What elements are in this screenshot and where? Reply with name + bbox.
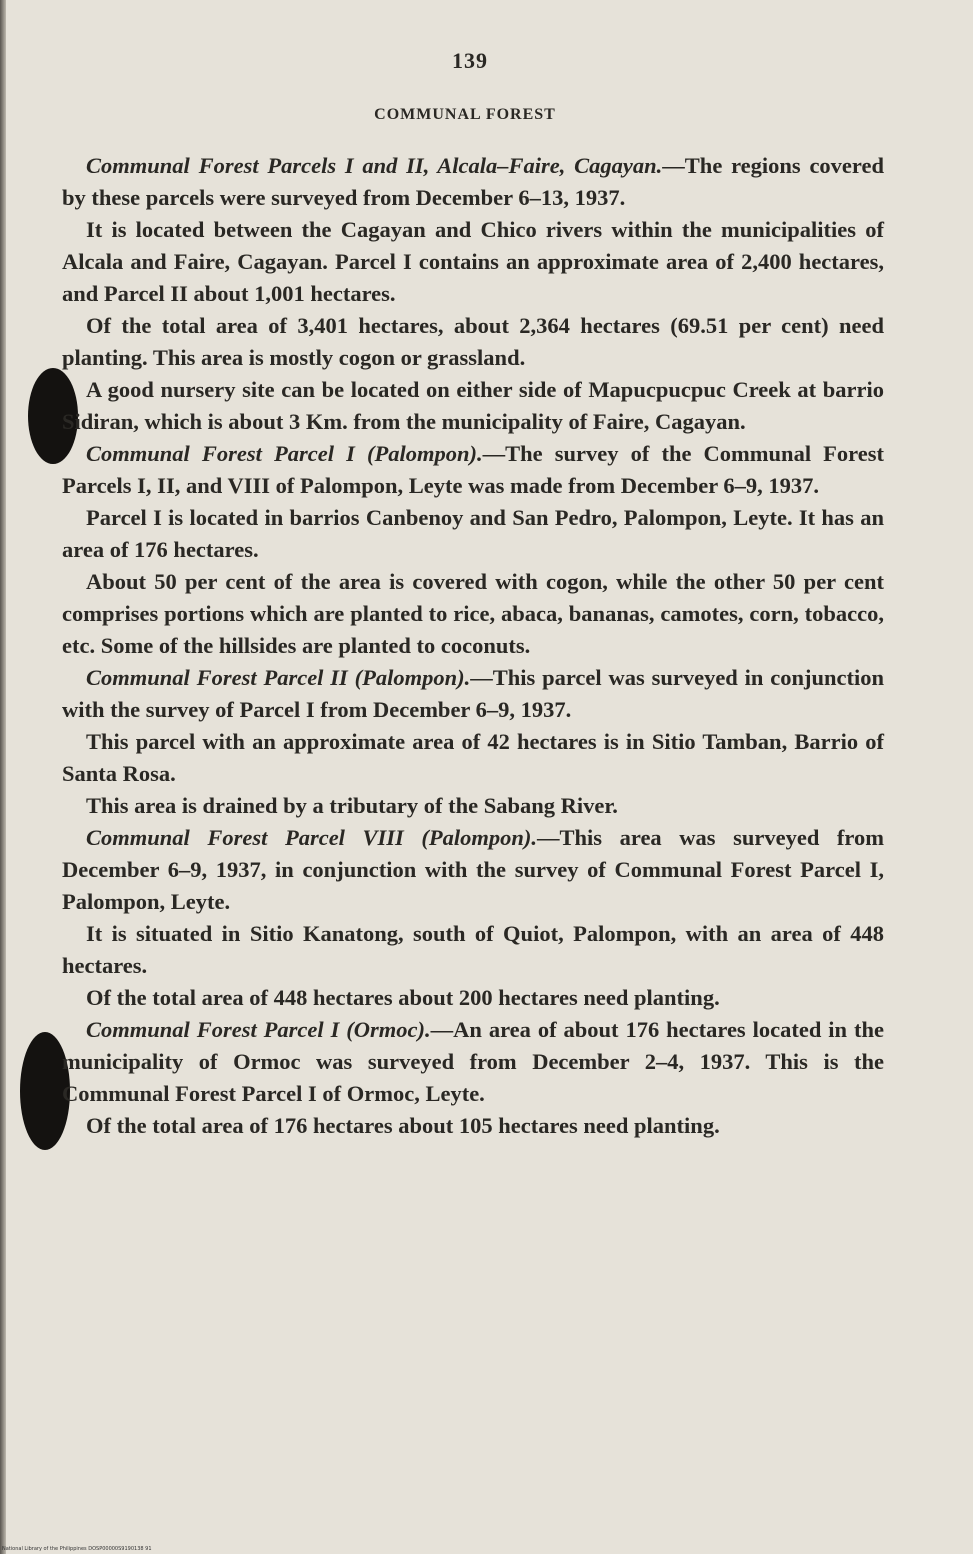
page-number: 139 — [452, 48, 488, 73]
paragraph — [62, 502, 884, 566]
paragraph-text: —The survey of the Communal Forest Parcels I, II, and VIII of Palompon, Leyte was made from December 6–9, 1937. — [62, 441, 884, 498]
paragraph-heading: Communal Forest Parcel VIII (Palompon). — [86, 825, 537, 850]
paragraph — [62, 726, 884, 790]
paragraph-text: It is located between the Cagayan and Chico rivers within the municipalities of Alcala and Faire, Cagayan. Parcel I contains an approximate area of 2,400 hectares, and Parcel II about 1,001 hectares. — [62, 217, 884, 306]
paragraph-text: This parcel with an approximate area of 42 hectares is in Sitio Tamban, Barrio of Santa Rosa. — [62, 729, 884, 786]
paragraph — [62, 566, 884, 662]
paragraph-heading: Communal Forest Parcel I (Ormoc). — [86, 1017, 431, 1042]
paragraph — [62, 822, 884, 918]
paragraph-text: —This area was surveyed from December 6–9, 1937, in conjunction with the survey of Communal Forest Parcel I, Palompon, Leyte. — [62, 825, 884, 914]
paragraph-text: —An area of about 176 hectares located in the municipality of Ormoc was surveyed from December 2–4, 1937. This is the Communal Forest Parcel I of Ormoc, Leyte. — [62, 1017, 884, 1106]
paragraph-text: A good nursery site can be located on either side of Mapucpucpuc Creek at barrio Sidiran, which is about 3 Km. from the municipality of Faire, Cagayan. — [62, 377, 884, 434]
paragraph — [62, 374, 884, 438]
paragraph-text: Of the total area of 3,401 hectares, about 2,364 hectares (69.51 per cent) need planting. This area is mostly cogon or grassland. — [62, 313, 884, 370]
paragraph — [62, 662, 884, 726]
scan-footer: National Library of the Philippines DOSP00000S9190138 91 — [2, 1546, 152, 1552]
paragraph-heading: Communal Forest Parcels I and II, Alcala–Faire, Cagayan. — [86, 153, 663, 178]
paragraph-text: —The regions covered by these parcels were surveyed from December 6–13, 1937. — [62, 153, 884, 210]
paragraph-text: Parcel I is located in barrios Canbenoy and San Pedro, Palompon, Leyte. It has an area of 176 hectares. — [62, 505, 884, 562]
paragraph — [62, 790, 884, 822]
paragraph — [62, 982, 884, 1014]
paragraph — [62, 918, 884, 982]
paragraph — [62, 1110, 884, 1142]
scan-edge — [0, 0, 6, 1554]
document-body — [62, 150, 884, 1142]
paragraph-text: It is situated in Sitio Kanatong, south of Quiot, Palompon, with an area of 448 hectares. — [62, 921, 884, 978]
paragraph — [62, 214, 884, 310]
paragraph-heading: Communal Forest Parcel I (Palompon). — [86, 441, 483, 466]
paragraph-text: Of the total area of 176 hectares about 105 hectares need planting. — [86, 1113, 720, 1138]
paragraph-heading: Communal Forest Parcel II (Palompon). — [86, 665, 471, 690]
paragraph-text: —This parcel was surveyed in conjunction with the survey of Parcel I from December 6–9, 1937. — [62, 665, 885, 722]
paragraph — [62, 438, 884, 502]
paragraph — [62, 310, 884, 374]
paragraph-text: Of the total area of 448 hectares about 200 hectares need planting. — [86, 985, 720, 1010]
paragraph — [62, 1014, 884, 1110]
section-title: COMMUNAL FOREST — [374, 106, 556, 123]
paragraph-text: This area is drained by a tributary of the Sabang River. — [86, 793, 618, 818]
paragraph — [62, 150, 884, 214]
paragraph-text: About 50 per cent of the area is covered with cogon, while the other 50 per cent comprises portions which are planted to rice, abaca, bananas, camotes, corn, tobacco, etc. Some of the hillsides are planted to coconuts. — [62, 569, 884, 658]
